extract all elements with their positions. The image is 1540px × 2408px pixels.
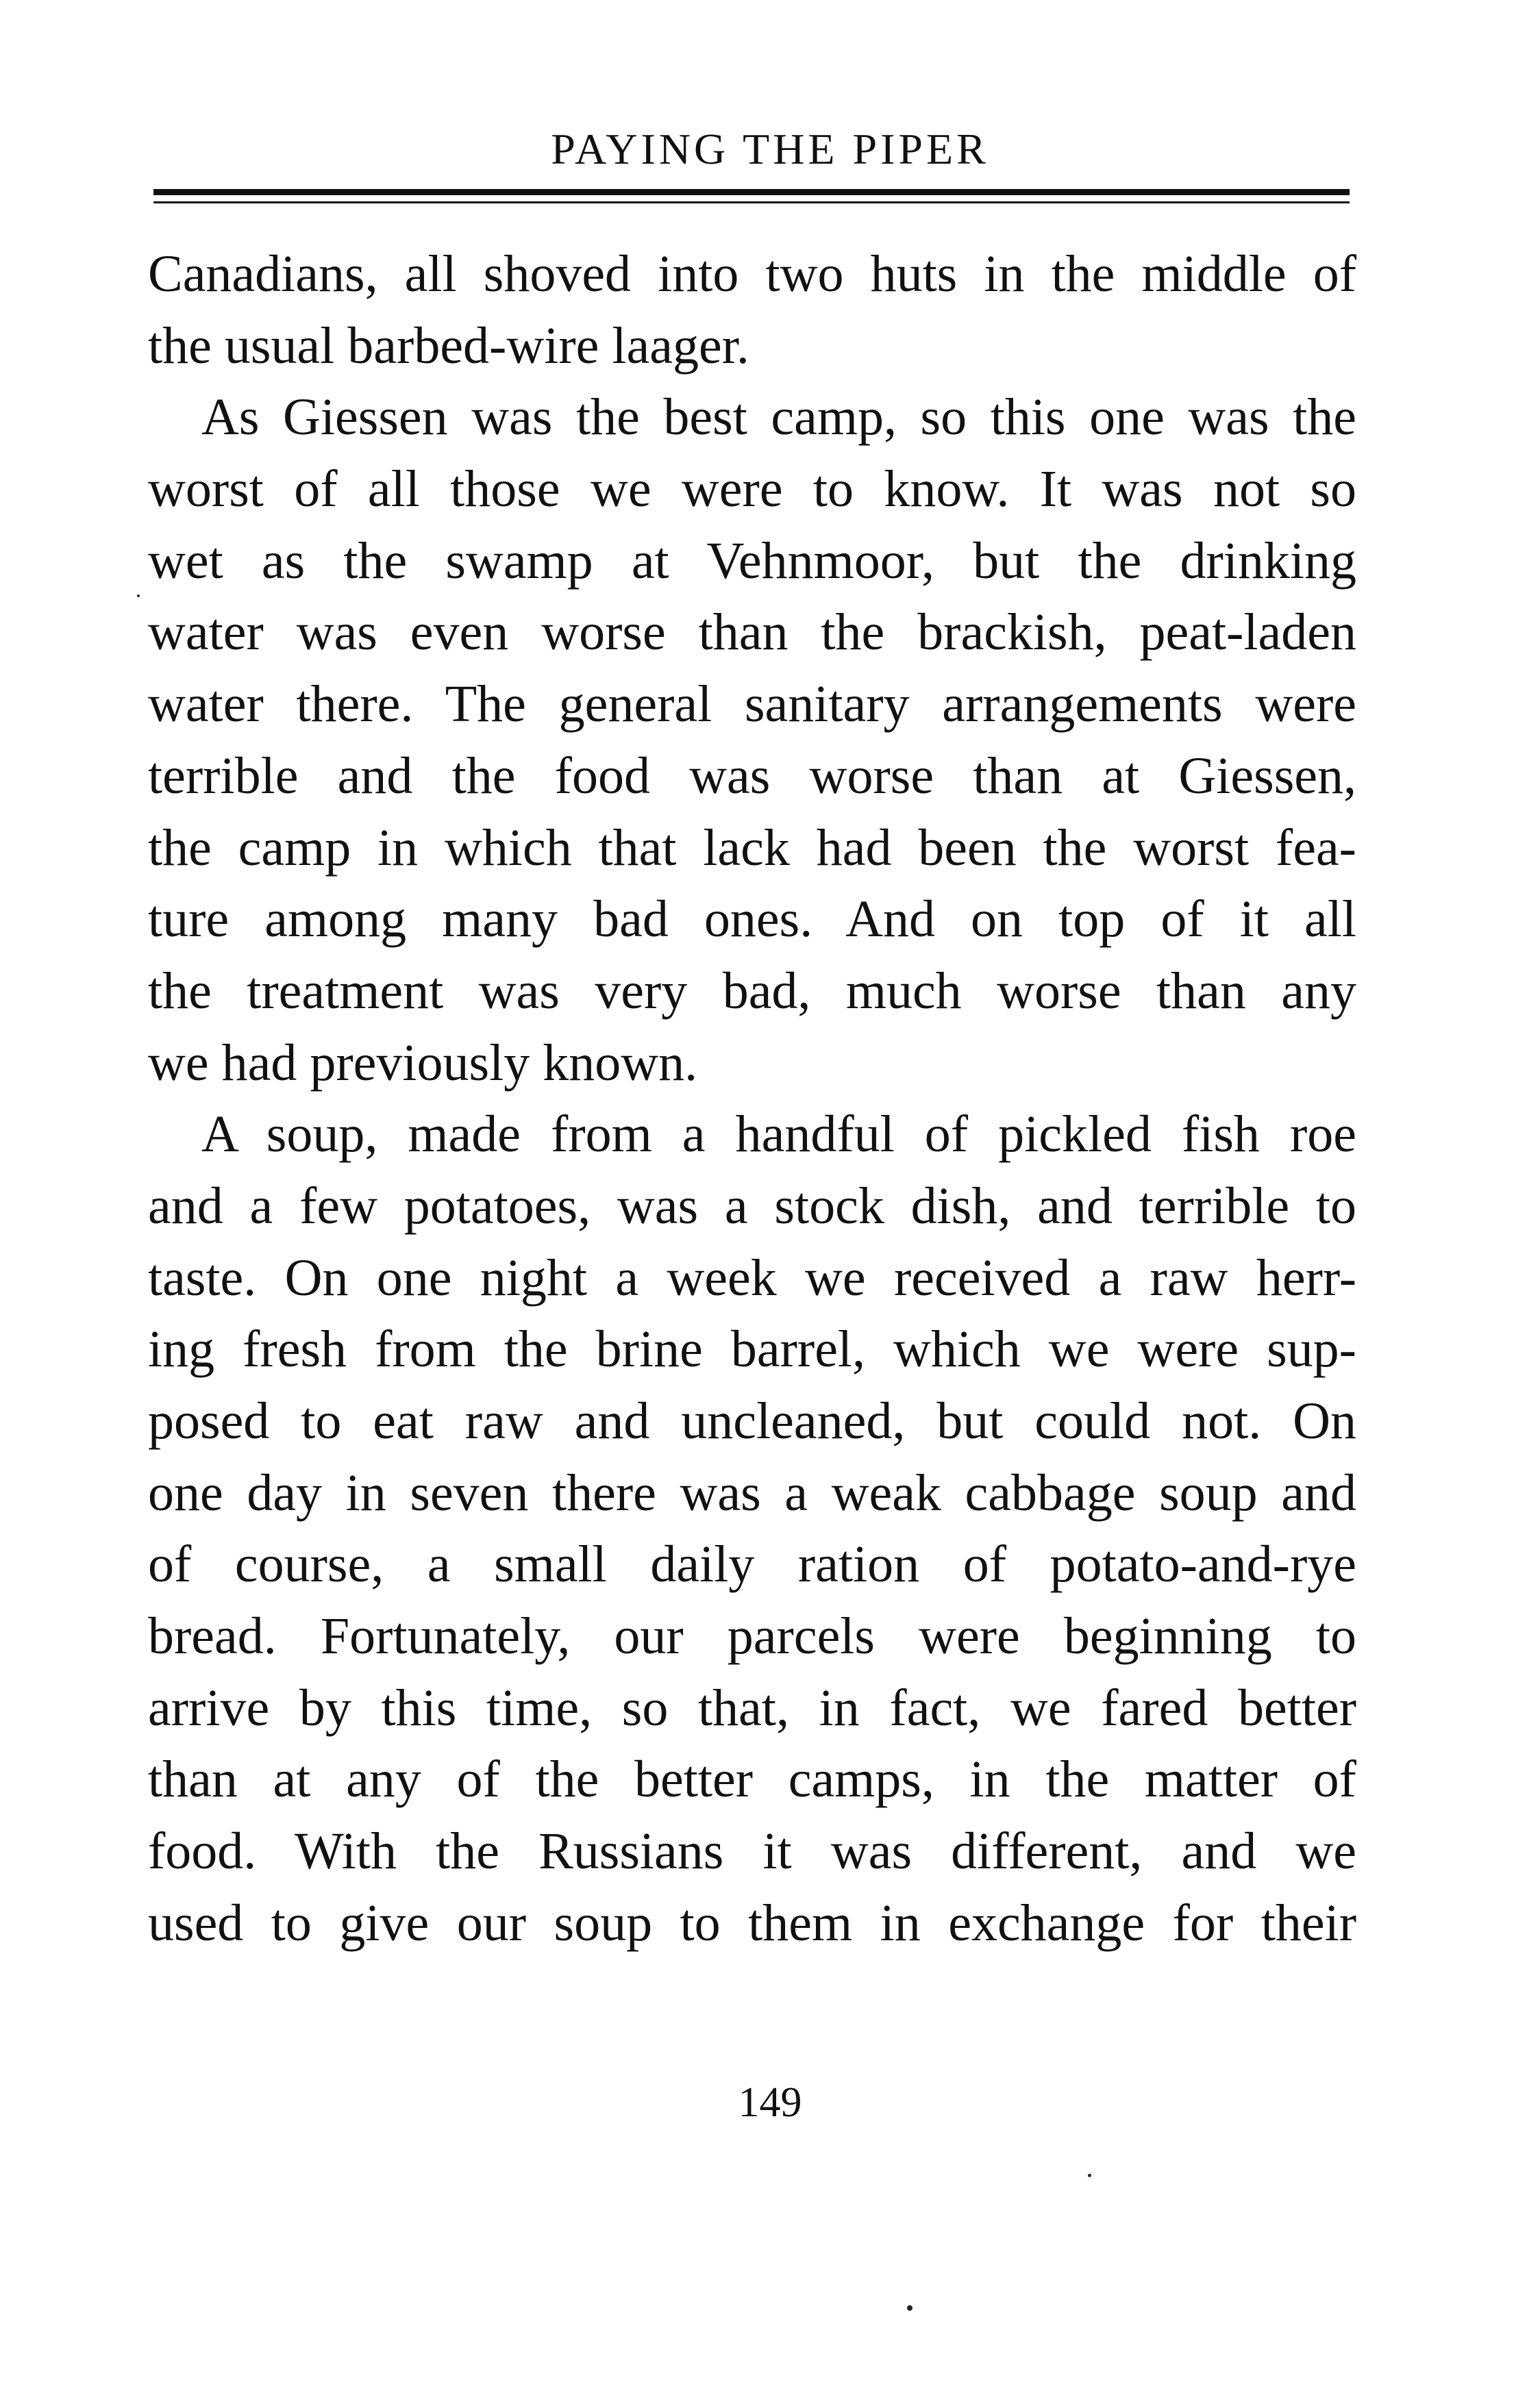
text-line: and a few potatoes, was a stock dish, and terrible to: [148, 1177, 1356, 1235]
page-number: 149: [738, 2079, 802, 2126]
header-rule-thin: [153, 201, 1350, 203]
text-line: As Giessen was the best camp, so this one was the: [201, 388, 1356, 447]
scan-speck: [1088, 2174, 1091, 2177]
text-line: taste. On one night a week we received a raw herr-: [148, 1249, 1356, 1307]
text-line: one day in seven there was a weak cabbage soup and: [148, 1464, 1356, 1522]
text-line: food. With the Russians it was different, and we: [148, 1822, 1356, 1881]
text-line: A soup, made from a handful of pickled fish roe: [201, 1105, 1356, 1164]
text-line: used to give our soup to them in exchange for their: [148, 1894, 1356, 1952]
text-line: than at any of the better camps, in the matter of: [148, 1751, 1356, 1809]
text-line: Canadians, all shoved into two huts in the middle of: [148, 245, 1356, 303]
text-line: arrive by this time, so that, in fact, we fared better: [148, 1679, 1356, 1737]
text-line: bread. Fortunately, our parcels were beginning to: [148, 1607, 1356, 1666]
text-line: ing fresh from the brine barrel, which we were sup-: [148, 1320, 1356, 1379]
text-line: terrible and the food was worse than at Giessen,: [148, 747, 1356, 805]
text-line: the camp in which that lack had been the worst fea-: [148, 818, 1356, 877]
text-line: worst of all those we were to know. It was not so: [148, 460, 1356, 518]
running-head-title: PAYING THE PIPER: [551, 125, 989, 173]
scan-speck: [137, 594, 140, 597]
text-line: water was even worse than the brackish, peat-laden: [148, 603, 1356, 662]
text-line: the treatment was very bad, much worse than any: [148, 962, 1356, 1020]
text-line: of course, a small daily ration of potato-and-rye: [148, 1535, 1356, 1594]
text-line: the usual barbed-wire laager.: [148, 316, 749, 375]
header-rule-thick: [153, 189, 1350, 195]
text-line: posed to eat raw and uncleaned, but could not. On: [148, 1392, 1356, 1450]
body-text: [148, 238, 1356, 1959]
text-line: we had previously known.: [148, 1033, 698, 1092]
text-line: ture among many bad ones. And on top of it all: [148, 890, 1356, 949]
text-line: water there. The general sanitary arrangements were: [148, 675, 1356, 733]
scan-speck: [907, 2305, 912, 2311]
text-line: wet as the swamp at Vehnmoor, but the drinking: [148, 531, 1356, 590]
